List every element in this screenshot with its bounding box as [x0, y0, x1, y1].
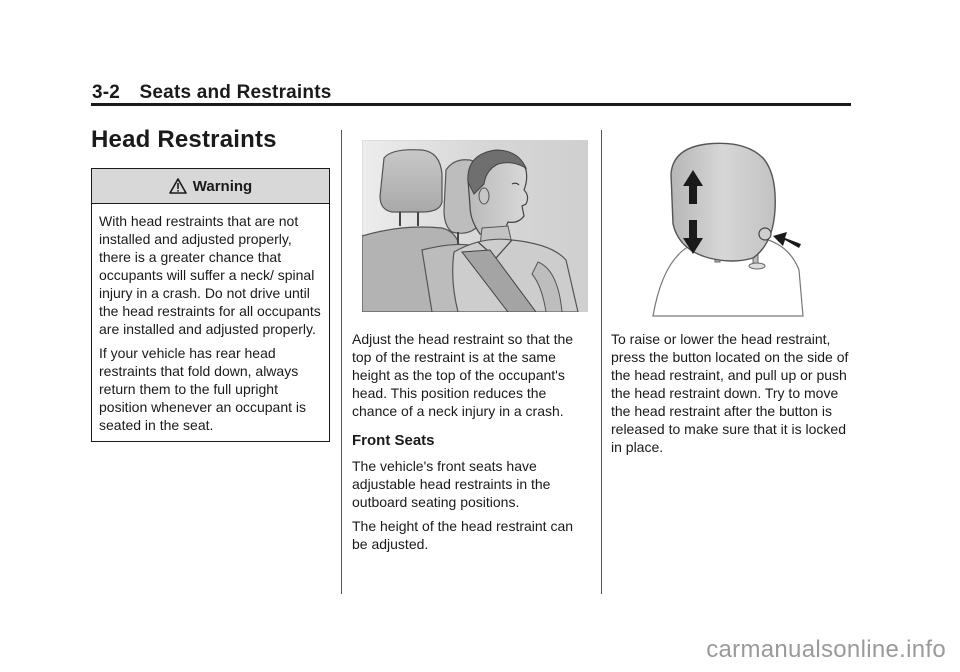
body-paragraph: The vehicle's front seats have adjustable head restraints in the outboard seating positions. [352, 458, 551, 510]
header-rule [91, 103, 851, 106]
body-paragraph: The height of the head restraint can be adjusted. [352, 518, 574, 552]
body-paragraph: Adjust the head restraint so that the top of the restraint is at the same height as the top of the occupant's head. This position reduces the chance of a neck injury in a crash. [352, 331, 574, 419]
column-2 [352, 140, 588, 559]
warning-paragraph: With head restraints that are not installed and adjusted properly, there is a greater chance that occupants will suffer a neck/ spinal injury in a crash. Do not drive until the head restraints for all occupants are installed and adjusted properly. [99, 213, 321, 337]
column-divider [601, 130, 602, 594]
column-1 [91, 126, 331, 442]
driver-head-restraint-illustration [362, 140, 588, 312]
page-header [92, 82, 332, 104]
warning-paragraph: If your vehicle has rear head restraints that fold down, always return them to the full upright position whenever an occupant is seated in the seat. [99, 345, 307, 433]
warning-triangle-icon [169, 178, 187, 194]
column-divider [341, 130, 342, 594]
body-paragraph: To raise or lower the head restraint, press the button located on the side of the head restraint, and pull up or push the head restraint down. Try to move the head restraint after the button is released to make sure that it is locked in place. [611, 331, 849, 455]
head-restraint-adjustment-illustration [649, 140, 829, 318]
warning-header [92, 169, 329, 204]
page-number: 3-2 [92, 82, 121, 103]
column-3 [611, 140, 857, 462]
section-title: Head Restraints [91, 126, 277, 153]
subsection-title: Front Seats [352, 432, 435, 449]
warning-box [91, 168, 330, 442]
chapter-title: Seats and Restraints [139, 82, 332, 103]
watermark: carmanualsonline.info [706, 636, 946, 663]
warning-body [92, 204, 329, 441]
warning-label: Warning [192, 177, 253, 195]
